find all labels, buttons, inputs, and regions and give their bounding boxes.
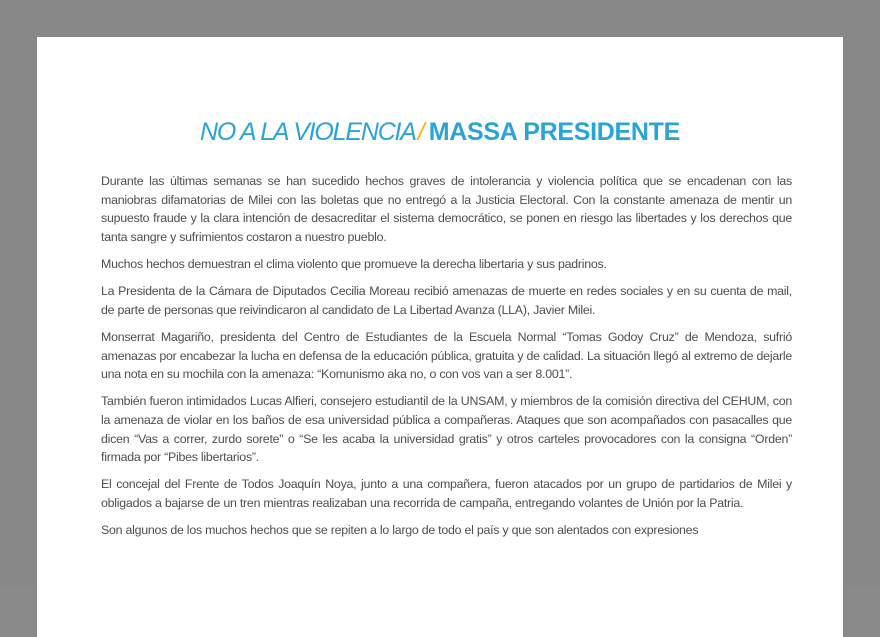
paragraph: Son algunos de los muchos hechos que se repiten a lo largo de todo el país y que son alentados con expresiones: [101, 523, 699, 538]
title-candidate: MASSA PRESIDENTE: [428, 118, 680, 146]
title-separator: /: [417, 118, 425, 146]
paragraph: Muchos hechos demuestran el clima violento que promueve la derecha libertaria y sus padrinos.: [101, 257, 607, 272]
document-body: [101, 172, 792, 548]
paragraph: La Presidenta de la Cámara de Diputados Cecilia Moreau recibió amenazas de muerte en redes sociales y en su cuenta de mail, de parte de personas que reivindicaron al candidato de La Libertad Avanza (LLA), Javier Milei.: [101, 284, 792, 317]
paragraph: También fueron intimidados Lucas Alfieri, consejero estudiantil de la UNSAM, y miembros de la comisión directiva del CEHUM, con la amenaza de violar en los baños de esa universidad pública a compañeras. Ataques que son acompañados con pasacalles que dicen “Vas a correr, zurdo sorete” o “Se les acaba la universidad gratis” y otros carteles provocadores con la consigna “Orden” firmada por “Pibes libertarios”.: [101, 394, 792, 465]
paragraph: Durante las últimas semanas se han sucedido hechos graves de intolerancia y violencia política que se encadenan con las maniobras difamatorias de Milei con las boletas que no entregó a la Justicia Electoral. Con la constante amenaza de mentir un supuesto fraude y la clara intención de desacreditar el sistema democrático, se ponen en riesgo las libertades y los derechos que tanta sangre y sufrimientos costaron a nuestro pueblo.: [101, 174, 792, 245]
document-page: [37, 37, 843, 637]
paragraph: Monserrat Magariño, presidenta del Centro de Estudiantes de la Escuela Normal “Tomas Godoy Cruz” de Mendoza, sufrió amenazas por encabezar la lucha en defensa de la educación pública, gratuita y de calidad. La situación llegó al extremo de dejarle una nota en su mochila con la amenaza: “Komunismo aka no, o con vos van a ser 8.001”.: [101, 329, 792, 382]
document-title: [37, 117, 843, 147]
paragraph: El concejal del Frente de Todos Joaquín Noya, junto a una compañera, fueron atacados por un grupo de partidarios de Milei y obligados a bajarse de un tren mientras realizaban una recorrida de campaña, entregando volantes de Unión por la Patria.: [101, 477, 792, 511]
title-slogan: NO A LA VIOLENCIA: [199, 118, 416, 146]
